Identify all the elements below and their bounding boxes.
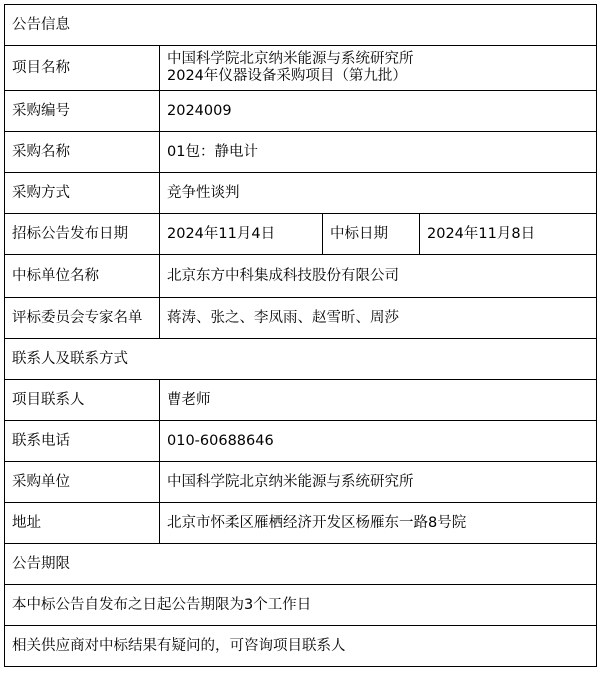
section-row-contact [5, 339, 597, 380]
value-publish-date: 2024年11月4日 [160, 214, 323, 255]
row-unit [5, 462, 597, 503]
section-row-notice-info [5, 5, 597, 46]
label-unit: 采购单位 [5, 462, 160, 503]
section-title-contact: 联系人及联系方式 [5, 339, 597, 380]
label-award-date: 中标日期 [323, 214, 420, 255]
value-contact-person: 曹老师 [160, 380, 597, 421]
value-address: 北京市怀柔区雁栖经济开发区杨雁东一路8号院 [160, 503, 597, 544]
label-address: 地址 [5, 503, 160, 544]
award-notice-table [4, 4, 597, 667]
label-purchase-name: 采购名称 [5, 132, 160, 173]
value-project-name-line1: 中国科学院北京纳米能源与系统研究所 [167, 51, 414, 67]
label-phone: 联系电话 [5, 421, 160, 462]
value-winner: 北京东方中科集成科技股份有限公司 [160, 255, 597, 298]
value-project-name-line2: 2024年仪器设备采购项目（第九批） [167, 68, 407, 84]
value-experts: 蒋涛、张之、李凤雨、赵雪昕、周莎 [160, 298, 597, 339]
value-purchase-name: 01包：静电计 [160, 132, 597, 173]
row-period-line2 [5, 626, 597, 667]
label-publish-date: 招标公告发布日期 [5, 214, 160, 255]
value-award-date: 2024年11月8日 [420, 214, 597, 255]
period-text-line2: 相关供应商对中标结果有疑问的，可咨询项目联系人 [5, 626, 597, 667]
row-project-name [5, 46, 597, 91]
row-dates [5, 214, 597, 255]
label-winner: 中标单位名称 [5, 255, 160, 298]
row-period-line1 [5, 585, 597, 626]
period-text-line1: 本中标公告自发布之日起公告期限为3个工作日 [5, 585, 597, 626]
value-project-name [160, 46, 597, 91]
label-contact-person: 项目联系人 [5, 380, 160, 421]
value-unit: 中国科学院北京纳米能源与系统研究所 [160, 462, 597, 503]
row-experts [5, 298, 597, 339]
value-purchase-number: 2024009 [160, 91, 597, 132]
label-experts: 评标委员会专家名单 [5, 298, 160, 339]
label-project-name: 项目名称 [5, 46, 160, 91]
row-winner [5, 255, 597, 298]
section-title-period: 公告期限 [5, 544, 597, 585]
row-contact-person [5, 380, 597, 421]
row-purchase-number [5, 91, 597, 132]
row-purchase-method [5, 173, 597, 214]
section-title-notice-info: 公告信息 [5, 5, 597, 46]
label-purchase-method: 采购方式 [5, 173, 160, 214]
label-purchase-number: 采购编号 [5, 91, 160, 132]
row-phone [5, 421, 597, 462]
value-purchase-method: 竞争性谈判 [160, 173, 597, 214]
row-address [5, 503, 597, 544]
section-row-period [5, 544, 597, 585]
value-phone: 010-60688646 [160, 421, 597, 462]
row-purchase-name [5, 132, 597, 173]
